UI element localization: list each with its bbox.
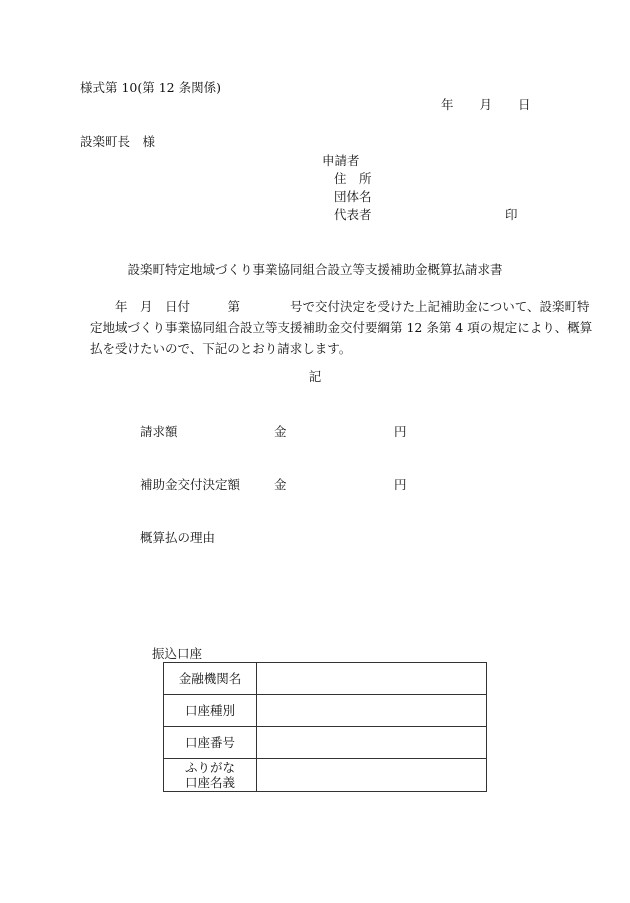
reason-label: 概算払の理由 (140, 530, 216, 545)
date-month: 月 (479, 97, 493, 112)
seal-mark: 印 (505, 207, 518, 222)
table-row (164, 695, 487, 727)
account-name-label: 口座名義 (184, 775, 235, 790)
account-holder-label (164, 759, 257, 792)
table-row (164, 663, 487, 695)
account-type-label: 口座種別 (164, 695, 257, 727)
decided-yen: 円 (394, 477, 407, 492)
representative-label: 代表者 (334, 207, 372, 222)
account-number-label: 口座番号 (164, 727, 257, 759)
furigana-label: ふりがな (184, 760, 235, 775)
form-number: 様式第 10(第 12 条関係) (80, 80, 221, 95)
ki-heading: 記 (308, 369, 322, 384)
bank-name-label: 金融機関名 (164, 663, 257, 695)
table-row (164, 727, 487, 759)
document-title: 設楽町特定地域づくり事業協同組合設立等支援補助金概算払請求書 (127, 262, 503, 277)
table-row (164, 759, 487, 792)
account-number-value[interactable] (257, 727, 487, 759)
account-holder-value[interactable] (257, 759, 487, 792)
date-year: 年 (441, 97, 454, 112)
claim-kin: 金 (274, 424, 287, 439)
decided-kin: 金 (274, 477, 287, 492)
bank-account-table (163, 662, 487, 792)
addressee: 設楽町長 様 (80, 134, 156, 149)
group-name-label: 団体名 (334, 189, 372, 204)
body-line-2: 定地域づくり事業協同組合設立等支援補助金交付要綱第 12 条第 4 項の規定により、概算 (90, 320, 593, 335)
body-line-3: 払を受けたいので、下記のとおり請求します。 (90, 341, 352, 356)
claim-yen: 円 (394, 424, 407, 439)
bank-account-title: 振込口座 (152, 646, 203, 661)
bank-name-value[interactable] (257, 663, 487, 695)
claim-amount-label: 請求額 (140, 424, 178, 439)
date-day: 日 (518, 97, 531, 112)
request-body (90, 296, 595, 359)
decided-amount-label: 補助金交付決定額 (140, 477, 241, 492)
address-label: 住 所 (334, 171, 372, 186)
applicant-label: 申請者 (322, 153, 360, 168)
body-line-1: 年 月 日付 第 号で交付決定を受けた上記補助金について、設楽町特 (115, 299, 590, 314)
account-type-value[interactable] (257, 695, 487, 727)
date-line (441, 99, 531, 112)
